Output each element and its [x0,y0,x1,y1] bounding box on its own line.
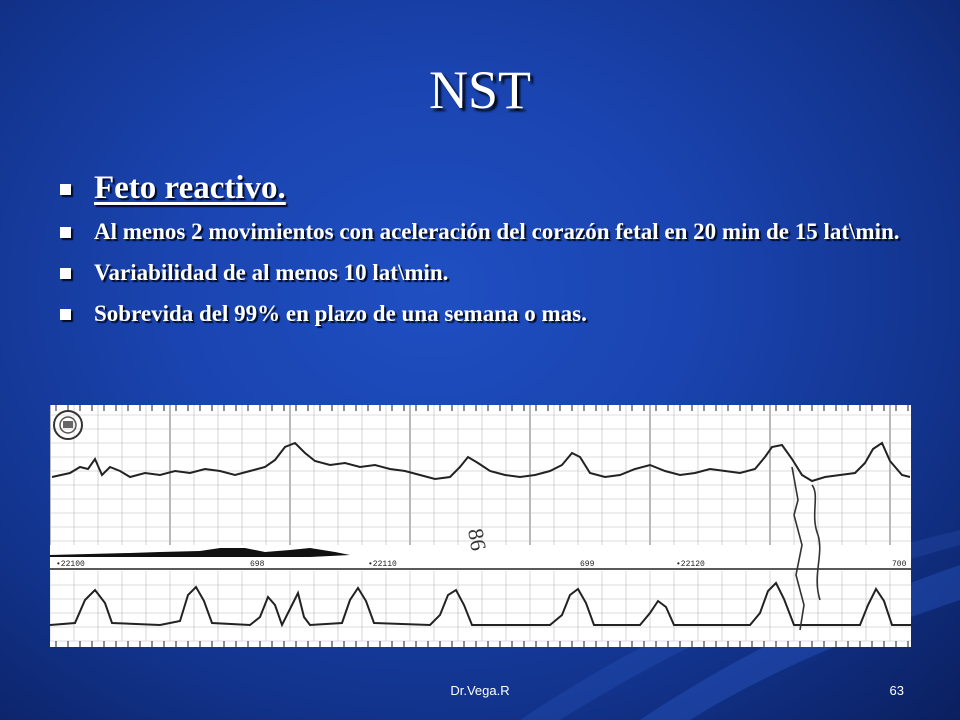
ctg-tracing-image [50,405,911,647]
bullet-item [58,300,908,327]
square-bullet-icon [60,184,71,195]
bullet-item [58,218,908,245]
square-bullet-icon [60,309,71,320]
square-bullet-icon [60,227,71,238]
segment-label: 700 [892,560,907,569]
uterine-contraction-trace [50,583,911,625]
handwritten-annotation: 86 [463,526,492,553]
bullet-list [58,168,908,341]
segment-label: 699 [580,560,595,569]
bullet-item [58,168,908,208]
segment-label: •22100 [56,560,85,569]
handwritten-signature [792,467,820,630]
segment-label: •22120 [676,560,705,569]
fhr-trace [52,443,910,481]
ctg-tracing-svg [50,405,911,647]
bullet-text: Al menos 2 movimientos con aceleración del corazón fetal en 20 min de 15 lat\min. [94,219,900,244]
footer-author: Dr.Vega.R [450,683,510,698]
bullet-text: Sobrevida del 99% en plazo de una semana o mas. [94,301,587,326]
toco-marker-bar [50,548,350,557]
bullet-text: Feto reactivo. [94,170,286,206]
ctg-segment-labels [56,560,907,569]
slide-number: 63 [889,683,904,698]
segment-label: •22110 [368,560,397,569]
bullet-item [58,259,908,286]
segment-label: 698 [250,560,265,569]
ctg-grid [50,405,911,647]
slide-title: NST [428,60,531,120]
bullet-text: Variabilidad de al menos 10 lat\min. [94,260,449,285]
square-bullet-icon [60,268,71,279]
